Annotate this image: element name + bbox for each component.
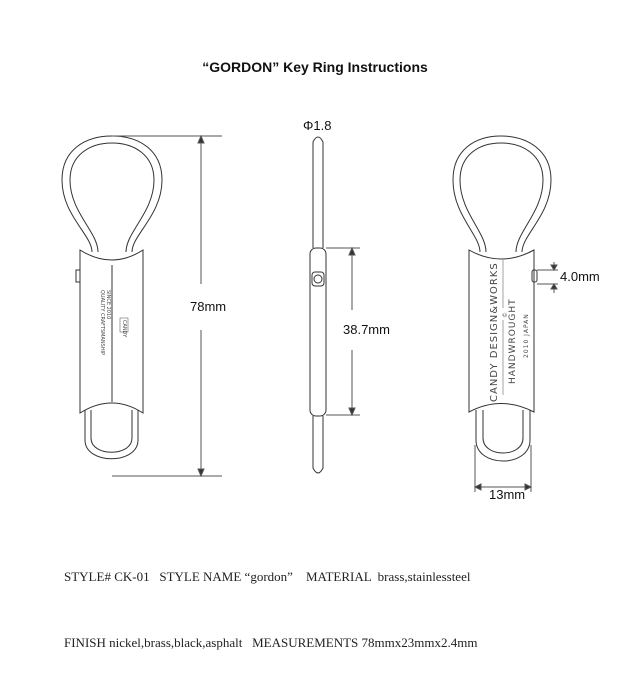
front-engraving-line2: SINCE 2010: [105, 290, 111, 320]
measurements: MEASUREMENTS 78mmx23mmx2.4mm: [252, 635, 478, 650]
sleeve-length-label: 38.7mm: [343, 322, 390, 337]
back-engraving-brand: CANDY DESIGN&WORKS: [489, 262, 500, 402]
spec-row-1: [64, 566, 477, 588]
back-engraving-handwrought: HANDWROUGHT: [508, 298, 518, 384]
back-engraving-mark: ©: [502, 312, 509, 318]
front-engraving-logo: CANDY: [121, 320, 127, 338]
height-dimension-label: 78mm: [190, 299, 227, 314]
back-view-width-dimension: [475, 445, 531, 492]
front-engraving-line1: QUALITY CRAFTSMANSHIP: [99, 290, 105, 356]
back-view-notch-dimension: [537, 262, 558, 293]
back-view-keyring: [453, 136, 551, 461]
spec-table: [64, 522, 477, 676]
notch-dimension-label: 4.0mm: [560, 269, 600, 284]
back-engraving-origin: 2010 JAPAN: [523, 313, 530, 358]
finish: FINISH nickel,brass,black,asphalt: [64, 635, 243, 650]
material: MATERIAL brass,stainlessteel: [305, 569, 471, 584]
style-name: STYLE NAME “gordon”: [159, 569, 293, 584]
spec-row-2: [64, 632, 477, 654]
style-number: STYLE# CK-01: [64, 569, 150, 584]
side-view-keyring: [310, 137, 326, 473]
page-title: “GORDON” Key Ring Instructions: [202, 59, 428, 75]
wire-diameter-label: Φ1.8: [303, 118, 332, 133]
front-view-keyring: [62, 136, 162, 459]
width-dimension-label: 13mm: [489, 487, 526, 502]
